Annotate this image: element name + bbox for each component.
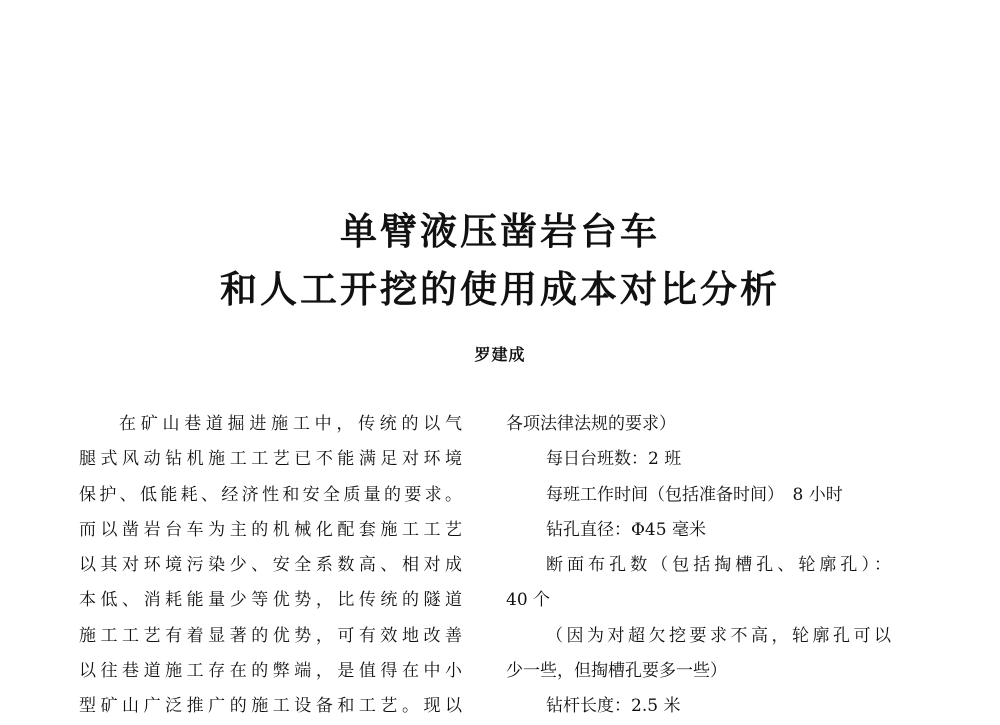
body-line: 以其对环境污染少、安全系数高、相对成 (79, 555, 462, 576)
body-line: 断面布孔数（包括掏槽孔、轮廓孔）： (546, 555, 891, 576)
body-line: 施工工艺有着显著的优势，可有效地改善 (79, 625, 462, 646)
body-column-left (79, 407, 462, 725)
body-line: 各项法律法规的要求） (506, 414, 676, 434)
article-title-line-1: 单臂液压凿岩台车 (340, 210, 660, 253)
body-line: 40 个 (506, 590, 551, 611)
body-line: 少一些，但掏槽孔要多一些） (506, 661, 727, 682)
body-line: 每日台班数：2 班 (546, 449, 682, 470)
body-line: 保护、低能耗、经济性和安全质量的要求。 (79, 484, 462, 505)
body-line: 腿式风动钻机施工工艺已不能满足对环境 (79, 449, 462, 470)
article-title-line-2: 和人工开挖的使用成本对比分析 (220, 268, 780, 311)
body-line: （因为对超欠挖要求不高，轮廓孔可以 (546, 625, 891, 646)
body-line: 每班工作时间（包括准备时间） 8 小时 (546, 484, 843, 505)
author-name: 罗建成 (474, 345, 526, 364)
body-line: 以往巷道施工存在的弊端，是值得在中小 (79, 661, 462, 682)
body-line: 钻孔直径：Φ45 毫米 (546, 519, 706, 540)
body-line: 而以凿岩台车为主的机械化配套施工工艺 (79, 519, 462, 540)
body-line: 本低、消耗能量少等优势，比传统的隧道 (79, 590, 462, 611)
body-line: 型矿山广泛推广的施工设备和工艺。现以 (79, 696, 462, 717)
body-line: 钻杆长度：2.5 米 (546, 696, 681, 717)
body-line: 在矿山巷道掘进施工中，传统的以气 (119, 414, 462, 434)
body-column-right (506, 407, 891, 725)
